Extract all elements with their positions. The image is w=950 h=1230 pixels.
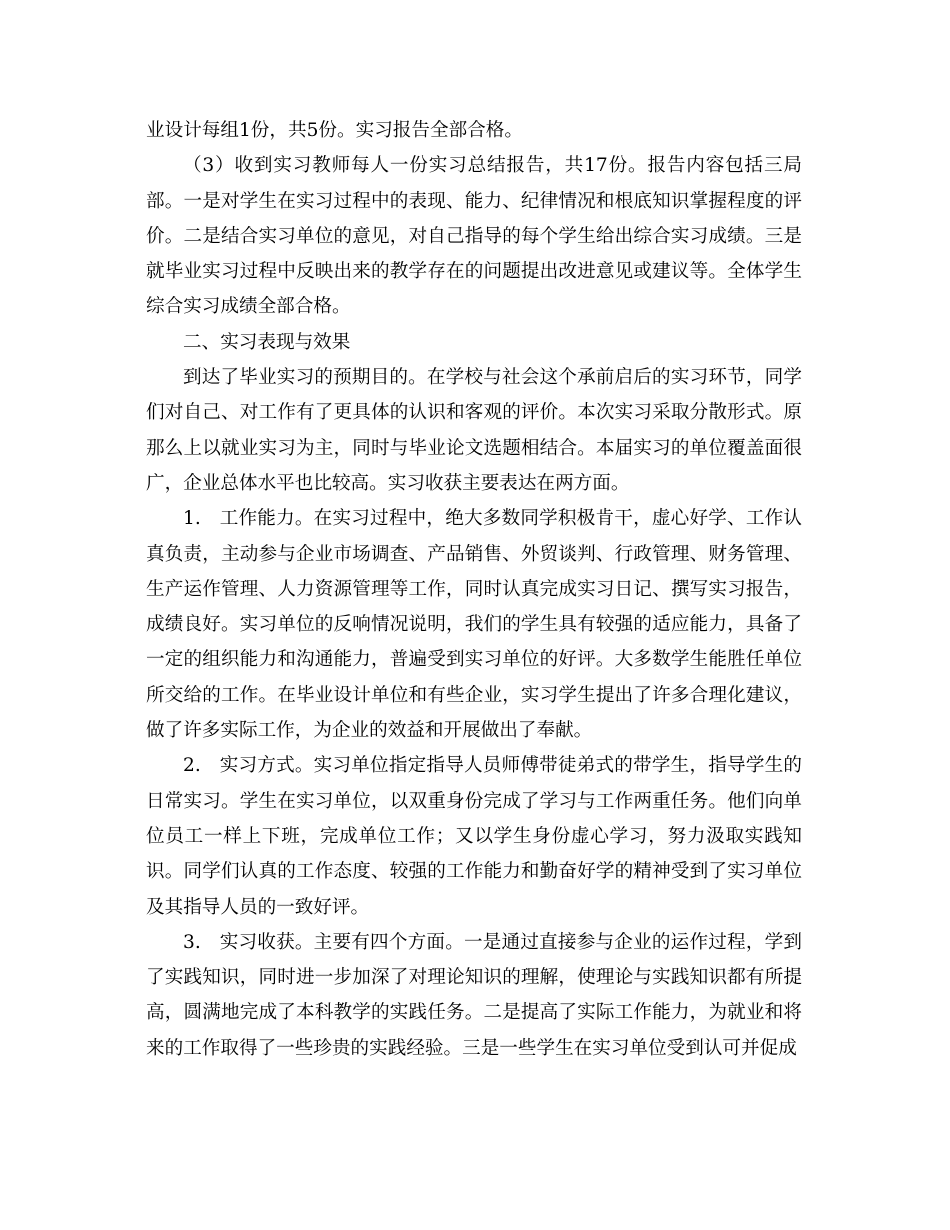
document-body [146,113,802,1066]
paragraph-internship-gains: 3. 实习收获。主要有四个方面。一是通过直接参与企业的运作过程，学到了实践知识，同时进一步加深了对理论知识的理解，使理论与实践知识都有所提高，圆满地完成了本科教学的实践任务。二是提高了实际工作能力，为就业和将来的工作取得了一些珍贵的实践经验。三是一些学生在实习单位受到认可并促成 [146,931,802,1059]
paragraph-work-ability: 1. 工作能力。在实习过程中，绝大多数同学积极肯干，虚心好学、工作认真负责，主动参与企业市场调查、产品销售、外贸谈判、行政管理、财务管理、生产运作管理、人力资源管理等工作，同时认真完成实习日记、撰写实习报告，成绩良好。实习单位的反响情况说明，我们的学生具有较强的适应能力，具备了一定的组织能力和沟通能力，普遍受到实习单位的好评。大多数学生能胜任单位所交给的工作。在毕业设计单位和有些企业，实习学生提出了许多合理化建议，做了许多实际工作，为企业的效益和开展做出了奉献。 [146,508,802,742]
paragraph-internship-mode: 2. 实习方式。实习单位指定指导人员师傅带徒弟式的带学生，指导学生的日常实习。学生在实习单位，以双重身份完成了学习与工作两重任务。他们向单位员工一样上下班，完成单位工作；又以学生身份虚心学习，努力汲取实践知识。同学们认真的工作态度、较强的工作能力和勤奋好学的精神受到了实习单位及其指导人员的一致好评。 [146,755,802,918]
paragraph-goals-achieved: 到达了毕业实习的预期目的。在学校与社会这个承前启后的实习环节，同学们对自己、对工作有了更具体的认识和客观的评价。本次实习采取分散形式。原那么上以就业实习为主，同时与毕业论文选题相结合。本届实习的单位覆盖面很广，企业总体水平也比较高。实习收获主要表达在两方面。 [146,367,802,494]
section-heading-performance: 二、实习表现与效果 [183,331,351,353]
paragraph-teacher-reports: （3）收到实习教师每人一份实习总结报告，共17份。报告内容包括三局部。一是对学生在实习过程中的表现、能力、纪律情况和根底知识掌握程度的评价。二是结合实习单位的意见，对自己指导的每个学生给出综合实习成绩。三是就毕业实习过程中反映出来的教学存在的问题提出改进意见或建议等。全体学生综合实习成绩全部合格。 [146,155,802,318]
paragraph-continuation: 业设计每组1份，共5份。实习报告全部合格。 [146,120,523,141]
